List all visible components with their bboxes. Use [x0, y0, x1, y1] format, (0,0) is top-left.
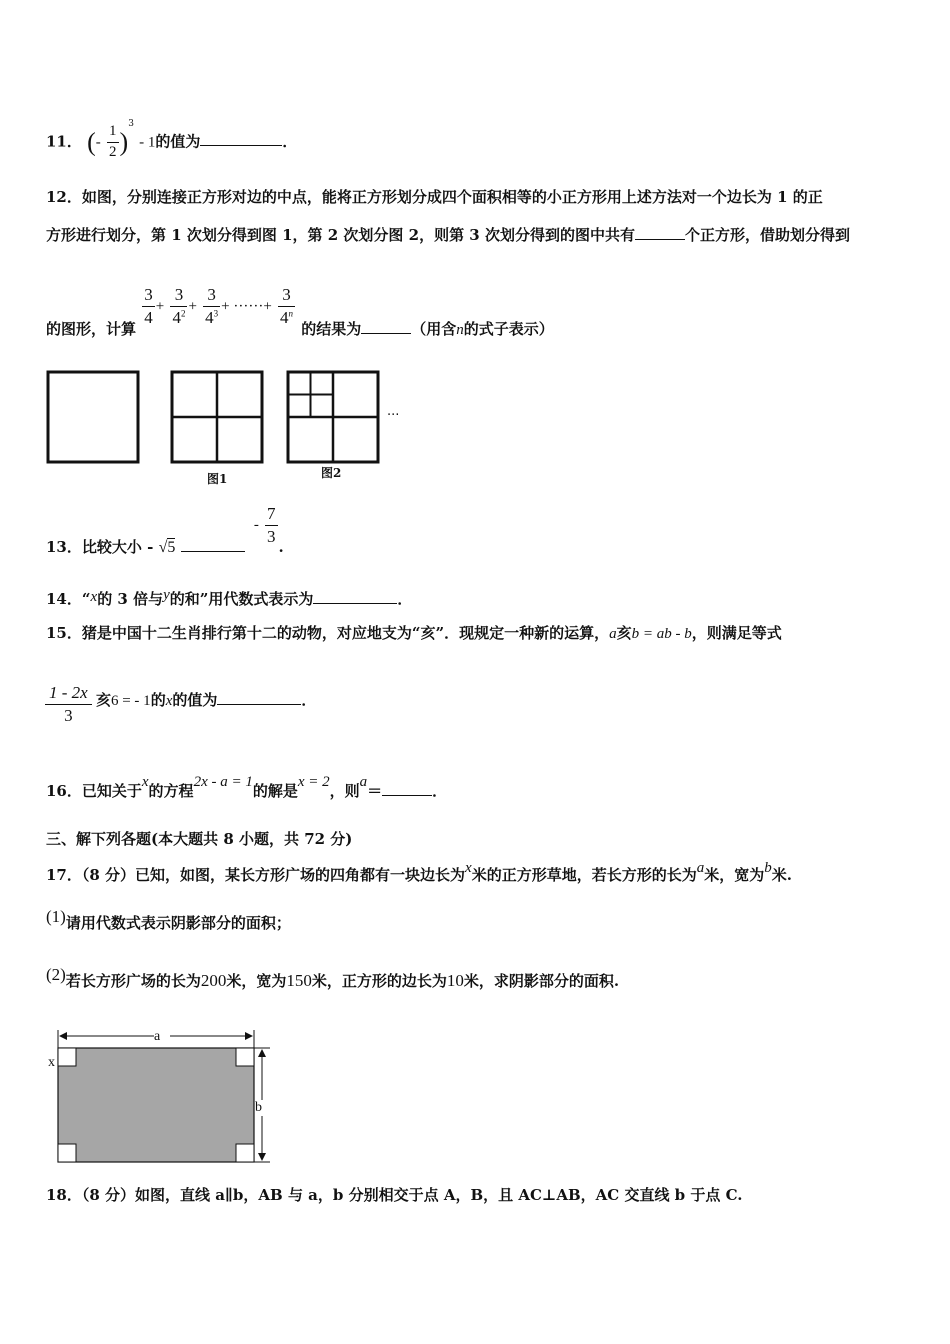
question-text: 的 3 倍与: [97, 590, 164, 608]
answer-blank[interactable]: [313, 589, 397, 604]
question-text: 14．“: [46, 590, 91, 608]
period: ．: [301, 691, 317, 710]
question-text: 17．（8 分）已知，如图，某长方形广场的四角都有一块边长为: [46, 866, 466, 884]
question-18: 18．（8 分）如图，直线 a∥b，AB 与 a，b 分别相交于点 A，B，且 AC⊥AB，AC 交直线 b 于点 C.: [46, 1186, 743, 1204]
plaza-rectangle: [58, 1048, 254, 1162]
variable-a: a: [359, 774, 368, 790]
question-text-tail: [301, 320, 554, 338]
fraction-numerator: 1: [109, 123, 117, 139]
square-division-figures: [44, 368, 414, 486]
question-text: 米，正方形的边长为: [311, 972, 447, 990]
fraction-denominator: 2: [109, 143, 117, 160]
answer-blank[interactable]: [382, 781, 432, 796]
exponent: n: [288, 308, 294, 319]
variable-n: n: [456, 322, 464, 339]
operator-hai: 亥: [95, 691, 111, 710]
question-16: [46, 774, 448, 801]
question-text: ，则满足等式: [691, 624, 782, 642]
question-number: 11．: [46, 132, 82, 151]
exponent: 3: [213, 308, 219, 319]
question-text: 的图形，计算: [46, 320, 137, 339]
question-14: [46, 588, 412, 609]
fraction-3-over-4-cubed: [203, 286, 220, 327]
question-12-line-3: [46, 285, 554, 339]
question-text: （用含: [411, 320, 457, 339]
figure-1-label: 图1: [207, 472, 228, 486]
variable-a: a: [609, 626, 617, 642]
variable-x: x: [90, 589, 98, 605]
fraction-denominator: [203, 306, 220, 327]
exponent: 3: [128, 119, 134, 130]
fraction-3-over-4: [142, 286, 155, 327]
question-text: 的结果为: [301, 320, 362, 339]
section-3-heading: 三、解下列各题(本大题共 8 小题，共 72 分): [46, 830, 353, 848]
minus-sign: -: [253, 517, 259, 534]
question-15-line-2: [46, 684, 316, 725]
sqrt-expression: √5: [158, 539, 176, 557]
fraction-denominator: 3: [267, 526, 276, 546]
exponent: 2: [180, 308, 186, 319]
question-text: 13．比较大小 -: [46, 538, 154, 557]
question-12-line-1: 12．如图，分别连接正方形对边的中点，能将正方形划分成四个面积相等的小正方形用上述方法对一个边长为 1 的正: [46, 188, 823, 206]
fraction-denominator: 4: [144, 307, 153, 327]
question-text: 的和”用代数式表示为: [169, 590, 314, 608]
fraction-3-over-4-to-n: [278, 286, 295, 327]
equation: 6 = - 1: [110, 693, 151, 710]
base: 4: [280, 307, 289, 327]
question-text: 米，宽为: [226, 972, 287, 990]
fraction-numerator: 1 - 2x: [49, 683, 88, 702]
question-text: 方形进行划分，第 1 次划分得到图 1，第 2 次划分图 2，则第 3 次划分得到的图中共有: [46, 226, 635, 244]
fraction-1-minus-2x-over-3: [47, 684, 90, 725]
question-17-part-2: [46, 965, 620, 991]
figure-1-square: [172, 372, 262, 462]
variable-x: x: [165, 693, 173, 710]
question-text: 的解是: [252, 782, 298, 800]
fraction-one-half: [107, 124, 119, 161]
fraction-denominator: [278, 306, 295, 327]
variable-a: a: [696, 860, 705, 876]
question-text: 个正方形，借助划分得到: [684, 226, 850, 244]
question-11: [46, 119, 298, 161]
part-label: (2): [46, 965, 66, 984]
width-value: 150: [286, 971, 312, 990]
figure-label-b: b: [255, 1100, 262, 1115]
question-text: 的值为: [155, 132, 201, 151]
fraction-numerator: 3: [207, 285, 216, 304]
answer-blank[interactable]: [635, 225, 685, 240]
fraction-numerator: 3: [282, 285, 291, 304]
fraction-3-over-4-squared: [170, 286, 187, 327]
question-17: [46, 860, 792, 885]
question-text: 的式子表示）: [463, 320, 554, 339]
period: ．: [397, 590, 413, 608]
fraction-numerator: 7: [267, 504, 276, 523]
minus-sign: -: [95, 134, 101, 151]
figure-0-square: [48, 372, 138, 462]
base: 4: [205, 307, 214, 327]
question-17-part-1: [46, 907, 291, 933]
fraction-denominator: 3: [45, 704, 92, 725]
length-value: 200: [200, 971, 227, 990]
fraction-numerator: 3: [144, 285, 153, 304]
figure-2-label: 图2: [321, 466, 342, 480]
question-text: 的方程: [148, 782, 194, 800]
ellipsis-plus: + ······+: [221, 298, 272, 315]
question-text: 米的正方形草地，若长方形的长为: [471, 866, 697, 884]
plus-sign: +: [188, 298, 197, 315]
question-text: 请用代数式表示阴影部分的面积；: [65, 914, 291, 932]
fraction-7-over-3: [265, 505, 278, 546]
question-text: 的: [150, 691, 166, 710]
fraction-numerator: 3: [174, 285, 184, 304]
answer-blank[interactable]: [217, 690, 301, 705]
variable-x: x: [465, 860, 472, 876]
variable-x: x: [141, 774, 149, 790]
base: 4: [172, 307, 181, 327]
question-text: 米，求阴影部分的面积.: [463, 972, 620, 990]
expression-tail: - 1: [139, 134, 156, 151]
question-text: 15．猪是中国十二生肖排行第十二的动物，对应地支为“亥”．现规定一种新的运算，: [46, 624, 610, 642]
question-text: 若长方形广场的长为: [65, 972, 201, 990]
question-12-line-2: [46, 224, 850, 245]
sqrt-radicand: 5: [167, 539, 176, 557]
question-text: 的值为: [172, 691, 218, 710]
figure-ellipsis: ···: [387, 408, 400, 423]
figure-label-x: x: [48, 1055, 55, 1070]
rectangle-plaza-figure: [44, 1026, 274, 1168]
equals-sign: ＝: [367, 782, 383, 800]
period: .: [278, 538, 284, 557]
question-text: 米.: [771, 866, 792, 884]
period: ．: [282, 132, 298, 151]
right-paren: ): [119, 127, 129, 157]
answer-blank[interactable]: [181, 537, 245, 552]
variable-y: y: [163, 587, 170, 603]
figure-label-a: a: [154, 1029, 161, 1044]
equation: 2x - a = 1: [193, 774, 253, 790]
period: ．: [432, 782, 448, 800]
answer-blank[interactable]: [200, 131, 282, 146]
question-13: [46, 504, 284, 557]
left-paren: (: [87, 127, 96, 157]
question-text: 米，宽为: [704, 866, 765, 884]
solution: x = 2: [297, 774, 330, 790]
question-text: ，则: [329, 782, 360, 800]
plus-sign: +: [155, 298, 165, 315]
operation-definition: b = ab - b: [631, 626, 692, 642]
variable-b: b: [764, 860, 772, 876]
part-label: (1): [46, 907, 66, 926]
fraction-denominator: [170, 306, 187, 327]
question-15-line-1: [46, 622, 782, 643]
figure-2-square: [288, 372, 378, 462]
operator-hai: 亥: [616, 624, 632, 642]
answer-blank[interactable]: [361, 319, 411, 334]
question-text: 16．已知关于: [46, 782, 142, 800]
side-value: 10: [446, 971, 464, 990]
